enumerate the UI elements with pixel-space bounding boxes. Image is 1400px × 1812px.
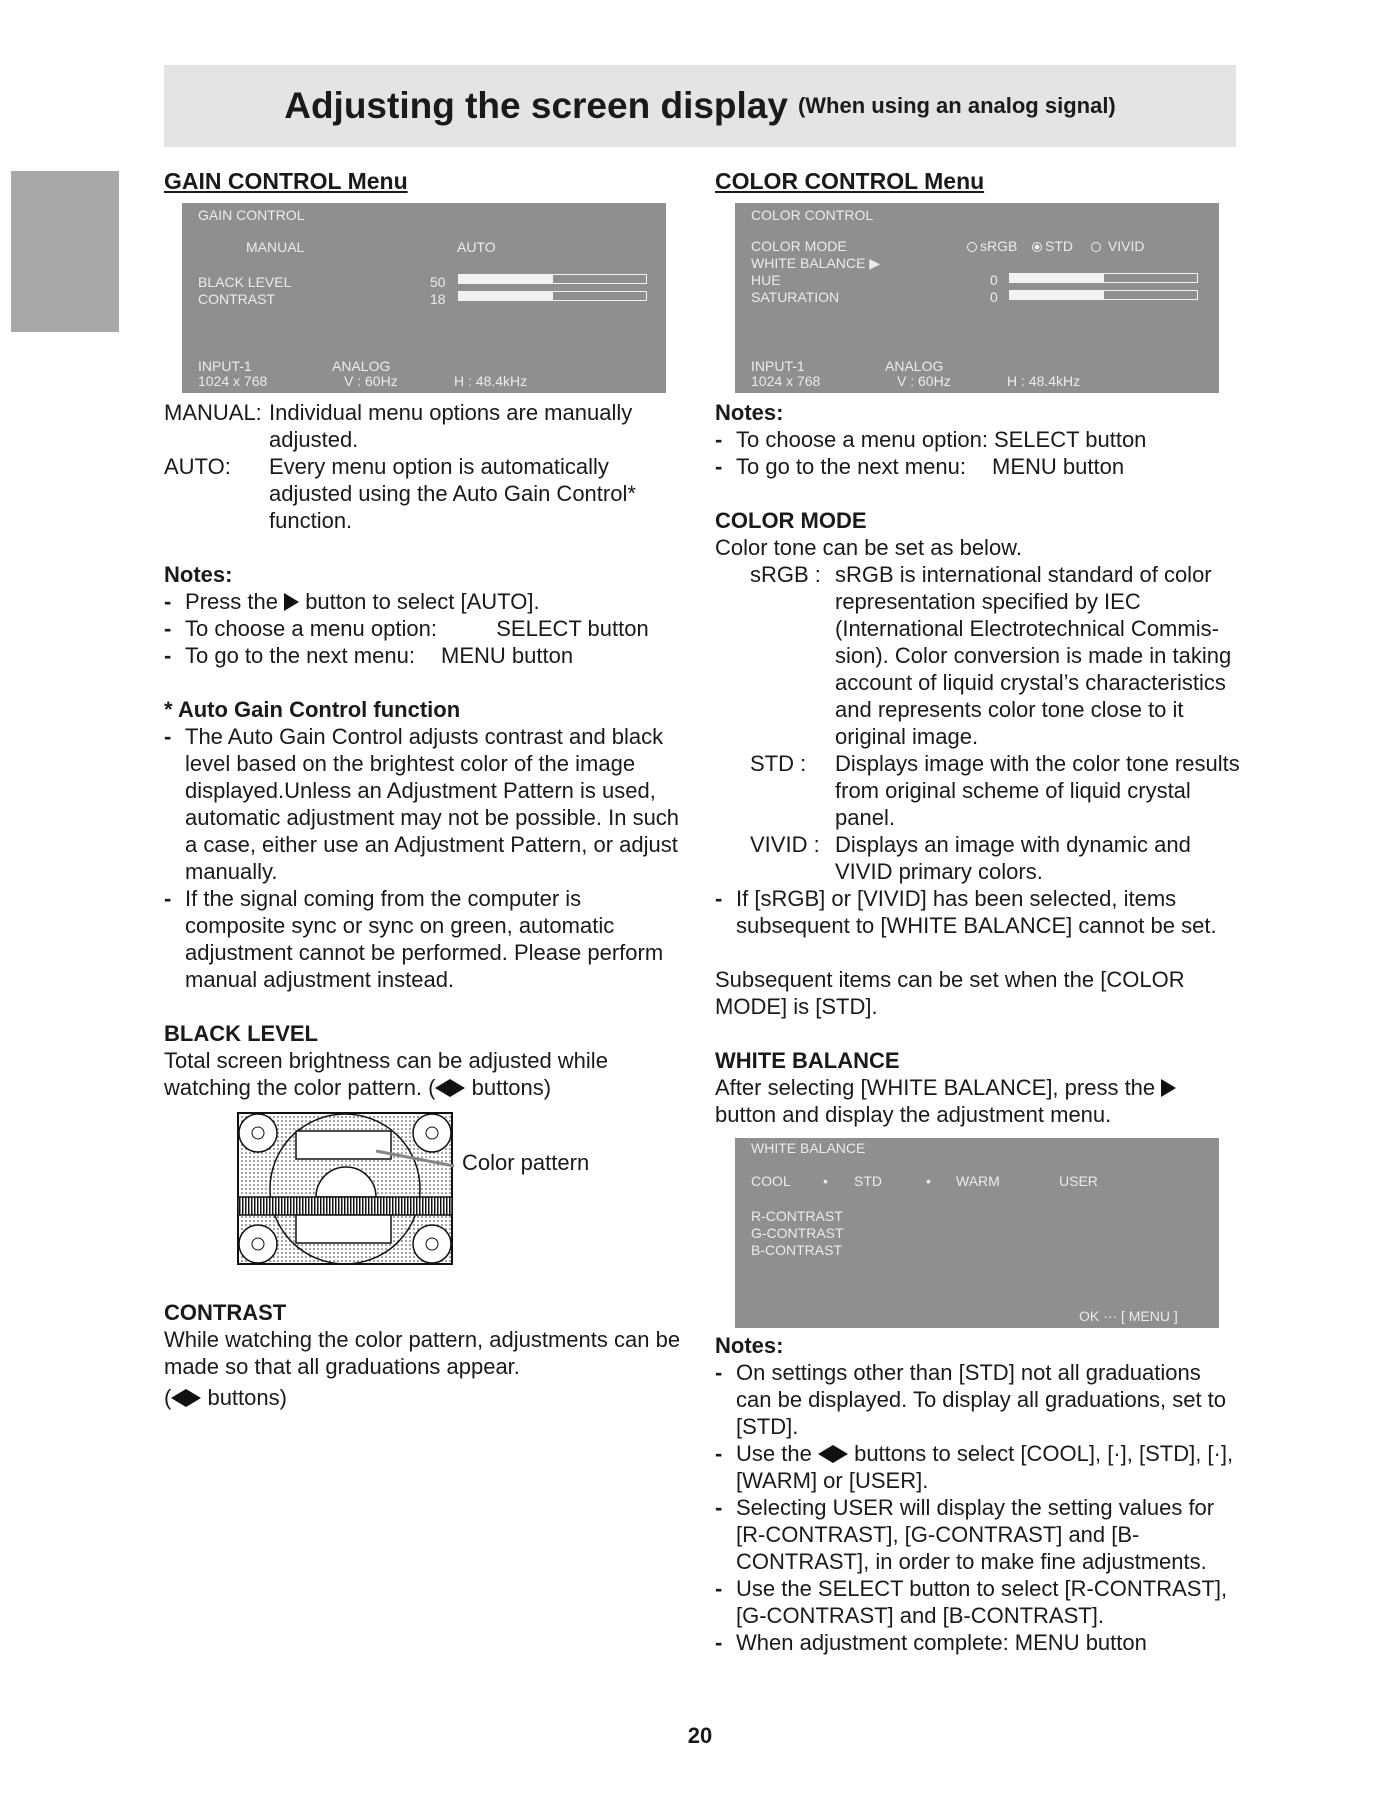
color-control-heading: COLOR CONTROL Menu — [715, 168, 985, 194]
radio-icon — [1091, 242, 1101, 252]
wb-text-post: button and display the adjustment menu. — [715, 1102, 1112, 1127]
left-notes-list — [164, 588, 686, 669]
note-label: - To choose a menu option: — [185, 616, 437, 641]
mode-text: sRGB is international standard of color representation specified by IEC (International Electrotechnical Commis- sion). Color conversion is made in taking account of liquid crystal’s characteristics and represents color tone close to it original image. — [835, 562, 1232, 749]
osd-input: INPUT-1 — [751, 358, 805, 374]
note-text: Press the — [185, 589, 278, 614]
black-level-text — [164, 1047, 686, 1101]
osd-auto-option: AUTO — [457, 239, 496, 255]
buttons-label: buttons) — [471, 1075, 552, 1100]
agc-heading: * Auto Gain Control function — [164, 697, 461, 722]
osd-hue-label: HUE — [751, 272, 781, 288]
right-arrow-icon — [833, 1445, 848, 1463]
list-item — [164, 642, 686, 669]
osd-hfreq: H : 48.4kHz — [1007, 373, 1081, 389]
mode-term: STD : — [750, 751, 807, 776]
osd-opt-std — [1032, 238, 1073, 254]
white-balance-heading: WHITE BALANCE — [715, 1048, 900, 1073]
list-item — [715, 426, 1240, 453]
list-item: - The Auto Gain Control adjusts contrast and black level based on the brightest color of the image displayed.Unless an Adjustment Pattern is used, automatic adjustment may not be possible. In such a case, either use an Adjustment Pattern, or adjust manually. — [164, 723, 686, 885]
def-term: AUTO: — [164, 454, 231, 479]
color-pattern-figure — [164, 1111, 686, 1281]
osd-std: STD — [854, 1173, 882, 1189]
osd-dot: • — [926, 1173, 931, 1189]
note-text: button to select [AUTO]. — [305, 589, 540, 614]
buttons-label: buttons) — [207, 1385, 287, 1410]
wb-label: WHITE BALANCE — [751, 255, 866, 271]
note-label: - To choose a menu option: — [736, 427, 988, 452]
def-term: MANUAL: — [164, 400, 262, 425]
right-arrow-icon — [284, 593, 299, 611]
osd-resolution: 1024 x 768 — [751, 373, 821, 389]
gain-mode-definitions — [164, 399, 686, 534]
list-item — [715, 1440, 1240, 1494]
osd-vfreq: V : 60Hz — [344, 373, 398, 389]
opt-label: VIVID — [1107, 238, 1145, 254]
osd-b-contrast: B-CONTRAST — [751, 1242, 842, 1258]
page-number: 20 — [687, 1723, 713, 1748]
note-value: MENU button — [992, 454, 1125, 479]
color-pattern-image — [236, 1111, 456, 1266]
opt-label: sRGB — [980, 238, 1018, 254]
osd-saturation-value: 0 — [990, 289, 998, 305]
list-item — [164, 615, 686, 642]
list-item: - If [sRGB] or [VIVID] has been selected, items subsequent to [WHITE BALANCE] cannot be set. — [715, 885, 1240, 939]
gain-control-osd — [182, 203, 666, 393]
osd-color-mode-label: COLOR MODE — [751, 238, 847, 254]
contrast-heading: CONTRAST — [164, 1300, 287, 1325]
osd-title: GAIN CONTROL — [198, 207, 305, 223]
radio-icon — [967, 242, 977, 252]
wb-notes-heading: Notes: — [715, 1333, 784, 1358]
mode-term: VIVID : — [750, 832, 820, 857]
osd-input: INPUT-1 — [198, 358, 252, 374]
osd-manual-option: MANUAL — [246, 239, 305, 255]
osd-hue-value: 0 — [990, 272, 998, 288]
right-column — [715, 168, 1240, 1656]
osd-hue-bar — [1009, 273, 1198, 283]
osd-cool: COOL — [751, 1173, 791, 1189]
white-balance-osd — [735, 1138, 1219, 1328]
wb-notes-list — [715, 1359, 1240, 1656]
list-item: - Use the SELECT button to select [R-CONTRAST], [G-CONTRAST] and [B-CONTRAST]. — [715, 1575, 1240, 1629]
list-item: - When adjustment complete: MENU button — [715, 1629, 1240, 1656]
play-icon: ▶ — [869, 255, 881, 271]
osd-contrast-label: CONTRAST — [198, 291, 275, 307]
osd-title: WHITE BALANCE — [751, 1140, 866, 1156]
color-pattern-label: Color pattern — [462, 1150, 590, 1175]
mode-text: Displays an image with dynamic and VIVID primary colors. — [835, 832, 1191, 884]
osd-white-balance — [751, 255, 880, 272]
left-arrow-icon — [435, 1079, 450, 1097]
color-control-osd — [735, 203, 1219, 393]
black-level-body: Total screen brightness can be adjusted while watching the color pattern. ( — [164, 1048, 608, 1100]
black-level-heading: BLACK LEVEL — [164, 1021, 318, 1046]
right-arrow-icon — [1161, 1079, 1176, 1097]
white-balance-text — [715, 1074, 1240, 1128]
right-arrow-icon — [186, 1389, 201, 1407]
osd-saturation-bar — [1009, 290, 1198, 300]
color-mode-intro: Color tone can be set as below. — [715, 535, 1022, 560]
osd-r-contrast: R-CONTRAST — [751, 1208, 843, 1224]
gain-control-heading: GAIN CONTROL Menu — [164, 168, 408, 194]
page-title-bar — [164, 65, 1236, 147]
mode-text: Displays image with the color tone results from original scheme of liquid crystal panel. — [835, 751, 1240, 830]
osd-opt-srgb — [967, 238, 1017, 254]
right-arrow-icon — [450, 1079, 465, 1097]
note-value: MENU button — [441, 643, 574, 668]
contrast-text: While watching the color pattern, adjustments can be made so that all graduations appear. — [164, 1327, 681, 1379]
osd-title: COLOR CONTROL — [751, 207, 874, 223]
note-label: - To go to the next menu: — [736, 454, 966, 479]
osd-dot: • — [823, 1173, 828, 1189]
color-mode-definitions — [715, 561, 1240, 885]
list-item — [164, 588, 686, 615]
radio-selected-icon — [1032, 242, 1042, 252]
right-notes-list — [715, 426, 1240, 480]
wb-text-pre: After selecting [WHITE BALANCE], press the — [715, 1075, 1156, 1100]
osd-contrast-bar — [458, 291, 647, 301]
list-item: - If the signal coming from the computer is composite sync or sync on green, automatic adjustment cannot be performed. Please perform manual adjustment instead. — [164, 885, 686, 993]
right-notes-heading: Notes: — [715, 400, 784, 425]
note-text: buttons to select [COOL], [·], [STD], [·], [WARM] or [USER]. — [736, 1441, 1234, 1493]
left-notes-heading: Notes: — [164, 562, 233, 587]
osd-black-level-label: BLACK LEVEL — [198, 274, 292, 290]
note-value: SELECT button — [993, 427, 1147, 452]
left-column — [164, 168, 686, 1411]
side-tab-marker — [11, 171, 119, 332]
page-title: Adjusting the screen display — [284, 85, 788, 126]
osd-hfreq: H : 48.4kHz — [454, 373, 528, 389]
opt-label: STD — [1045, 238, 1073, 254]
def-text: Individual menu options are manually adjusted. — [269, 400, 633, 452]
osd-signal: ANALOG — [332, 358, 391, 374]
list-item: - Selecting USER will display the setting values for [R-CONTRAST], [G-CONTRAST] and [B- CONTRAST], in order to make fine adjustments. — [715, 1494, 1240, 1575]
color-mode-note — [715, 885, 1240, 939]
osd-contrast-value: 18 — [430, 291, 446, 307]
agc-list — [164, 723, 686, 993]
color-mode-heading: COLOR MODE — [715, 508, 867, 533]
list-item: - On settings other than [STD] not all graduations can be displayed. To display all graduations, set to [STD]. — [715, 1359, 1240, 1440]
mode-term: sRGB : — [750, 562, 821, 587]
page-subtitle: (When using an analog signal) — [797, 93, 1116, 118]
osd-g-contrast: G-CONTRAST — [751, 1225, 844, 1241]
contrast-buttons — [164, 1384, 686, 1411]
osd-vfreq: V : 60Hz — [897, 373, 951, 389]
left-arrow-icon — [171, 1389, 186, 1407]
osd-opt-vivid — [1091, 238, 1144, 254]
subsequent-text: Subsequent items can be set when the [COLOR MODE] is [STD]. — [715, 967, 1185, 1019]
note-text: Use the — [736, 1441, 812, 1466]
left-arrow-icon — [818, 1445, 833, 1463]
osd-signal: ANALOG — [885, 358, 944, 374]
def-text: Every menu option is automatically adjusted using the Auto Gain Control* function. — [269, 454, 636, 533]
osd-resolution: 1024 x 768 — [198, 373, 268, 389]
list-item — [715, 453, 1240, 480]
paren-open: ( — [164, 1385, 172, 1410]
osd-black-level-value: 50 — [430, 274, 446, 290]
osd-saturation-label: SATURATION — [751, 289, 840, 305]
osd-black-level-bar — [458, 274, 647, 284]
osd-warm: WARM — [956, 1173, 1000, 1189]
osd-user: USER — [1059, 1173, 1098, 1189]
note-label: - To go to the next menu: — [185, 643, 415, 668]
note-value: SELECT button — [496, 616, 649, 641]
osd-ok-menu: OK ··· [ MENU ] — [1079, 1308, 1178, 1324]
